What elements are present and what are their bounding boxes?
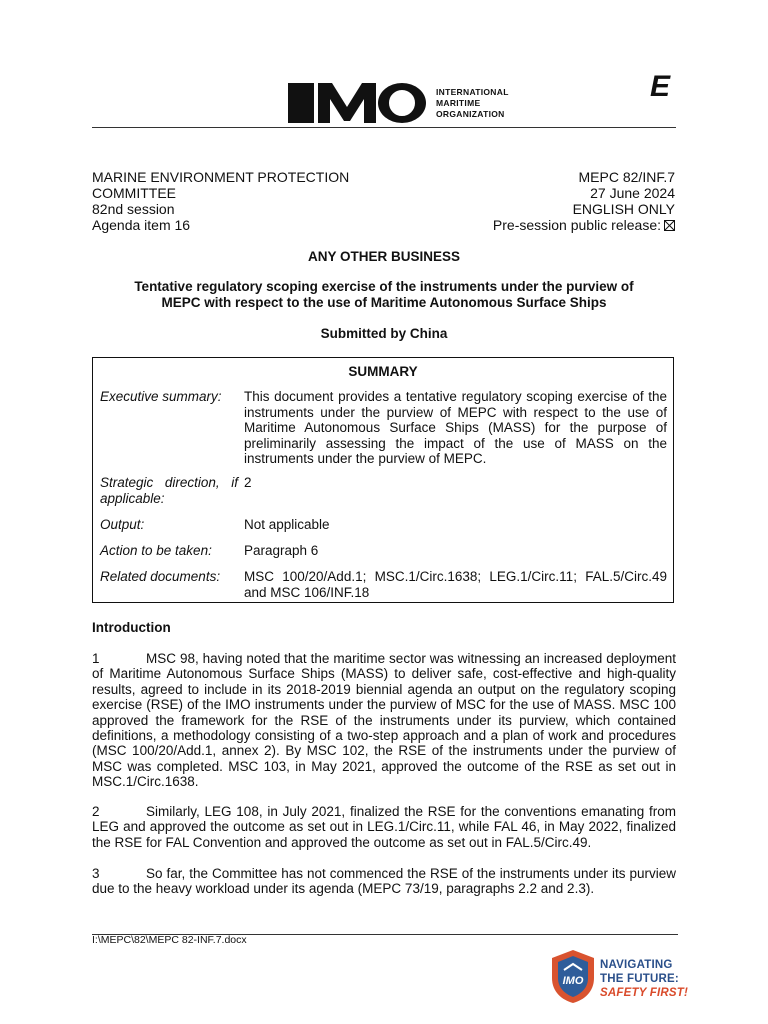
agenda-heading: ANY OTHER BUSINESS xyxy=(307,249,461,264)
badge-text: IMO xyxy=(562,975,584,987)
committee-info xyxy=(92,169,349,233)
imo-logo-mark xyxy=(288,83,426,123)
paragraph-number: 3 xyxy=(92,866,100,881)
doc-symbol: MEPC 82/INF.7 xyxy=(578,169,675,185)
header-divider xyxy=(92,127,676,128)
doc-date: 27 June 2024 xyxy=(590,185,675,201)
logo-letter-o xyxy=(378,83,426,123)
document-info xyxy=(493,169,675,233)
introduction-heading: Introduction xyxy=(92,620,171,635)
agenda-item: Agenda item 16 xyxy=(92,217,191,233)
org-name: INTERNATIONAL MARITIME ORGANIZATION xyxy=(436,86,509,119)
language-code: E xyxy=(649,70,670,103)
logo-letter-i xyxy=(288,83,314,123)
language-note: ENGLISH ONLY xyxy=(572,201,675,217)
summary-box: SUMMARY Executive summary: This document provides a tentative regulatory scoping exercise of the instruments under the purview of MEPC with respect to the use of Maritime Autonomous Surface Ships (MASS) for the purpose of preliminarily assessing the impact of the use of MASS on the instruments under the purview of MEPC. Strategic direction, if applicable: 2 Output: Not applicable Action to be taken: Paragraph 6 Related documents: MSC 100/20/Add.1; MSC.1/Circ.1638; LEG.1/Circ.11; FAL.5/Circ.49 and MSC 106/INF.18 xyxy=(92,357,674,603)
paragraph-number: 2 xyxy=(92,804,100,819)
submitted-by: Submitted by China xyxy=(320,326,448,341)
checked-box-icon xyxy=(664,220,675,231)
logo-letter-m xyxy=(318,83,376,123)
summary-title: SUMMARY xyxy=(348,364,418,379)
slogan: NAVIGATING THE FUTURE: SAFETY FIRST! xyxy=(600,959,689,999)
paragraph-3: 3 So far, the Committee has not commenced the RSE of the instruments under its purview due to the heavy workload under its agenda (MEPC 73/19, paragraphs 2.2 and 2.3). xyxy=(92,866,676,897)
un-emblem-icon xyxy=(387,88,417,118)
file-path: I:\MEPC\82\MEPC 82-INF.7.docx xyxy=(92,934,247,946)
safety-first-badge-icon xyxy=(550,948,596,1004)
committee-name-line-1: MARINE ENVIRONMENT PROTECTION xyxy=(92,169,350,185)
paragraph-number: 1 xyxy=(92,651,100,666)
paragraph-1: 1 MSC 98, having noted that the maritime sector was witnessing an increased deployment of Maritime Autonomous Surface Ships (MASS) to deliver safe, cost-effective and high-quality results, agreed to include in its 2018-2019 biennial agenda an output on the regulatory scoping exercise (RSE) of the IMO instruments under the purview of MSC for the use of MASS. MSC 100 approved the framework for the RSE of the instruments under its purview, which contained definitions, a methodology consisting of a two-step approach and a plan of work and procedures (MSC 100/20/Add.1, annex 2). By MSC 102, the RSE of the instruments under the purview of MSC was completed. MSC 103, in May 2021, approved the outcome of the RSE as set out in MSC.1/Circ.1638. xyxy=(92,651,676,790)
imo-logo xyxy=(288,80,509,126)
committee-name-line-2: COMMITTEE xyxy=(92,185,176,201)
session: 82nd session xyxy=(92,201,175,217)
document-title: Tentative regulatory scoping exercise of the instruments under the purview of MEPC with respect to the use of Maritime Autonomous Surface Ships xyxy=(134,279,634,310)
public-release: Pre-session public release: xyxy=(493,217,675,233)
paragraph-2: 2 Similarly, LEG 108, in July 2021, finalized the RSE for the conventions emanating from LEG and approved the outcome as set out in LEG.1/Circ.11, while FAL 46, in May 2022, finalized the RSE for FAL Convention and approved the outcome as set out in FAL.5/Circ.49. xyxy=(92,804,676,850)
